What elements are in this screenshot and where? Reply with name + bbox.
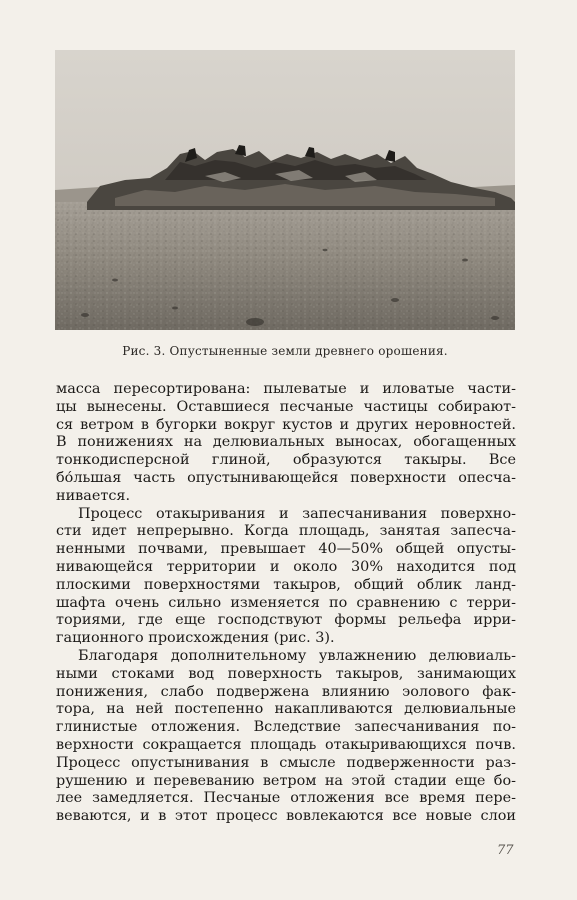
text-line: лее замедляется. Песчаные отложения все время пере- — [56, 790, 516, 807]
text-line: тонкодисперсной глиной, образуются такыры. Все — [56, 452, 516, 469]
page-number: 77 — [497, 843, 514, 858]
text-line: ся ветром в бугорки вокруг кустов и других неровностей. — [56, 416, 516, 433]
text-line: понижения, слабо подвержена влиянию эолового фак- — [56, 683, 516, 700]
text-line: гационного происхождения (рис. 3). — [56, 630, 335, 647]
text-line: В понижениях на делювиальных выносах, обогащенных — [56, 434, 516, 451]
text-line: Процесс опустынивания в смысле подверженности раз- — [56, 754, 516, 771]
text-line: верхности сокращается площадь отакыривающихся почв. — [56, 736, 516, 753]
desert-ruins-photo — [55, 50, 515, 330]
text-line: нивается. — [56, 487, 131, 504]
text-line: сти идет непрерывно. Когда площадь, занятая запесча- — [56, 523, 516, 540]
text-line: тора, на ней постепенно накапливаются делювиальные — [56, 701, 516, 718]
text-line: масса пересортирована: пылеватые и иловатые части- — [56, 381, 516, 397]
figure-caption: Рис. 3. Опустыненные земли древнего орошения. — [122, 344, 448, 358]
text-line: глинистые отложения. Вследствие запесчанивания по- — [56, 719, 516, 736]
text-line: ными стоками вод поверхность такыров, занимающих — [56, 665, 516, 682]
text-line: шафта очень сильно изменяется по сравнению с терри- — [56, 594, 516, 611]
body-text — [56, 381, 516, 826]
text-line: Процесс отакыривания и запесчанивания поверхно- — [78, 505, 516, 522]
text-line: ториями, где еще господствуют формы рельефа ирри- — [56, 612, 516, 629]
figure-photo — [55, 50, 515, 330]
text-line: Благодаря дополнительному увлажнению делювиаль- — [78, 647, 516, 664]
text-line: нивающейся территории и около 30% находится под — [56, 558, 516, 575]
text-line: цы вынесены. Оставшиеся песчаные частицы собирают- — [56, 398, 516, 415]
text-line: рушению и перевеванию ветром на этой стадии еще бо- — [56, 772, 516, 789]
text-line: веваются, и в этот процесс вовлекаются все новые слои — [56, 808, 516, 825]
text-line: плоскими поверхностями такыров, общий облик ланд- — [56, 576, 516, 593]
text-line: бо́льшая часть опустынивающейся поверхности опесча- — [56, 469, 516, 486]
text-line: ненными почвами, превышает 40—50% общей опусты- — [56, 541, 516, 558]
